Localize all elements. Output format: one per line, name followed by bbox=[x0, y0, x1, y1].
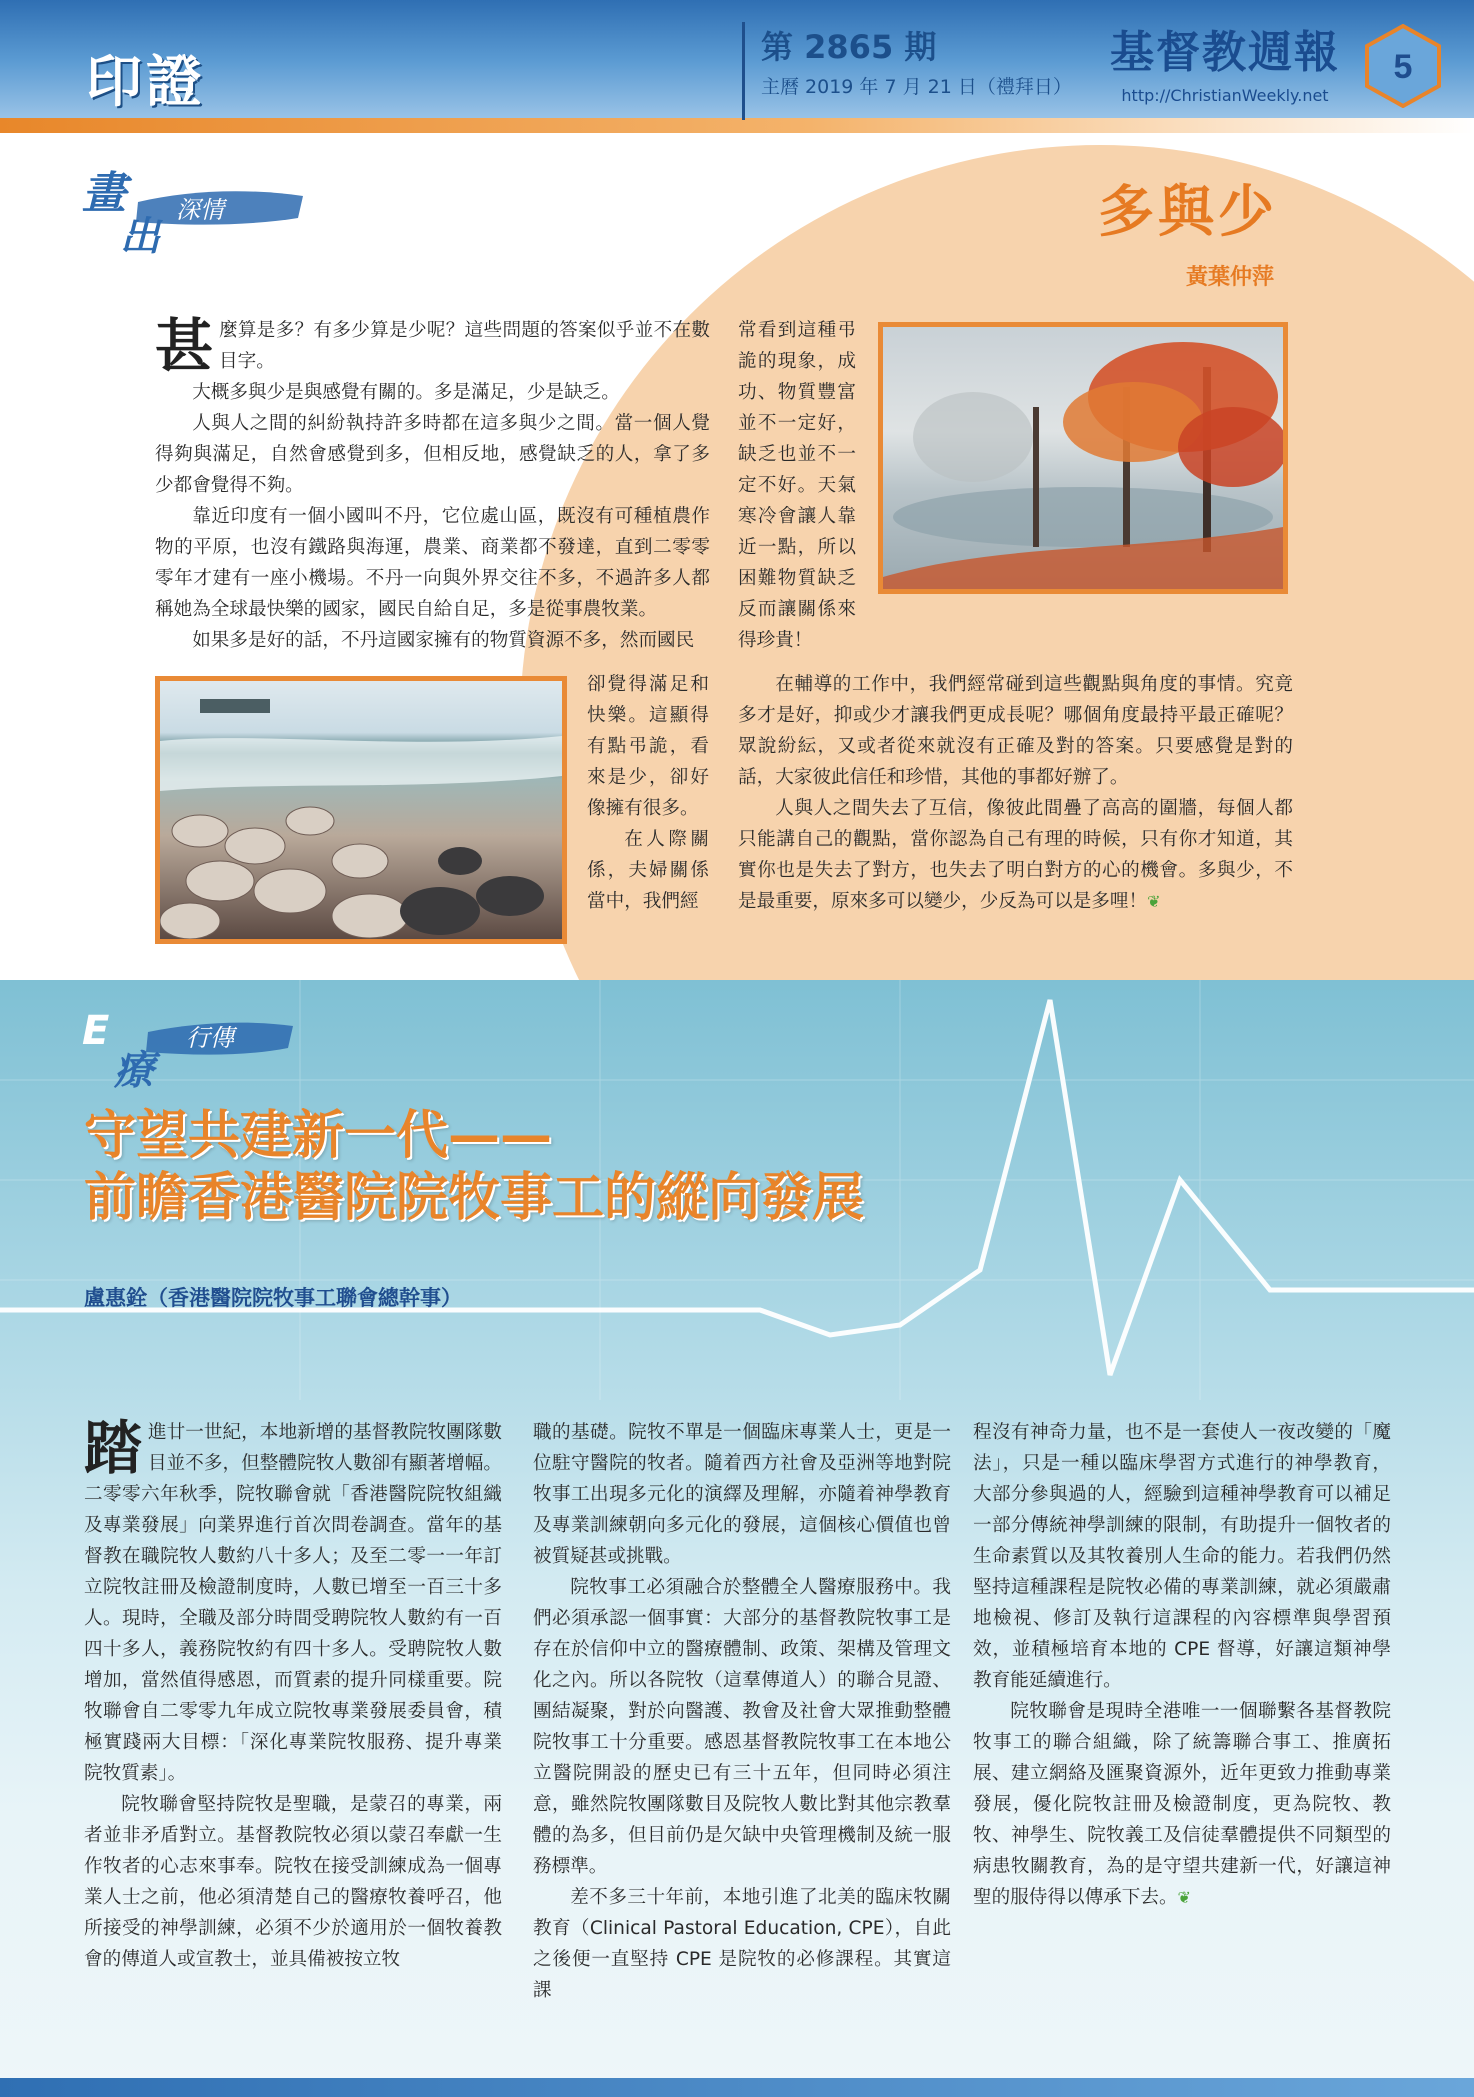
paragraph: 在人際關係，夫婦關係當中，我們經 bbox=[587, 829, 709, 912]
paragraph: 人與人之間的糾紛執持許多時都在這多與少之間。當一個人覺得夠與滿足，自然會感覺到多，但相反地，感覺缺乏的人，拿了多少都會覺得不夠。 bbox=[155, 413, 710, 496]
article2-column2 bbox=[533, 1417, 951, 2006]
dropcap: 踏 bbox=[84, 1414, 143, 1482]
painting-pebble-beach bbox=[155, 676, 567, 944]
paragraph: 職的基礎。院牧不單是一個臨床專業人士，更是一位駐守醫院的牧者。隨着西方社會及亞洲等地對院牧事工出現多元化的演繹及理解，亦隨着神學教育及專業訓練朝向多元化的發展，這個核心價值也曾被質疑甚或挑戰。 bbox=[533, 1422, 951, 1567]
issue-info bbox=[742, 22, 1121, 120]
article1-wrap-text bbox=[587, 669, 709, 917]
column-char-b: 療 bbox=[114, 1048, 154, 1090]
paragraph: 程沒有神奇力量，也不是一套使人一夜改變的「魔法」，只是一種以臨床學習方式進行的神學教育，大部分參與過的人，經驗到這種神學教育可以補足一部分傳統神學訓練的限制，有助提升一個牧者的生命素質以及其牧養別人生命的能力。若我們仍然堅持這種課程是院牧必備的專業訓練，就必須嚴肅地檢視、修訂及執行這課程的內容標準與學習預效，並積極培育本地的 CPE 督導，好讓這類神學教育能延續進行。 bbox=[973, 1422, 1391, 1691]
paragraph: 差不多三十年前，本地引進了北美的臨床牧關教育（Clinical Pastoral Education, CPE），自此之後便一直堅持 CPE 是院牧的必修課程。其實這課 bbox=[533, 1887, 951, 2001]
title-line: 前瞻香港醫院院牧事工的縱向發展 bbox=[84, 1168, 865, 1228]
paragraph: 院牧聯會是現時全港唯一一個聯繫各基督教院牧事工的聯合組織，除了統籌聯合事工、推廣拓展、建立網絡及匯聚資源外，近年更致力推動專業發展，優化院牧註冊及檢證制度，更為院牧、教牧、神學生、院牧義工及信徒羣體提供不同類型的病患牧關教育，為的是守望共建新一代，好讓這神聖的服侍得以傳承下去。 bbox=[973, 1701, 1391, 1908]
article1-title: 多與少 bbox=[1098, 180, 1278, 245]
leaf-icon: ❦ bbox=[1177, 1888, 1191, 1907]
paper-name: 基督教週報 bbox=[1110, 27, 1340, 78]
paragraph: 在輔導的工作中，我們經常碰到這些觀點與角度的事情。究竟多才是好，抑或少才讓我們更成長呢？哪個角度最持平最正確呢？眾說紛紜，又或者從來就沒有正確及對的答案。只要感覺是對的話，大家彼此信任和珍惜，其他的事都好辦了。 bbox=[738, 674, 1293, 788]
paragraph: 常看到這種弔詭的現象，成功、物質豐富並不一定好，缺乏也並不一定不好。天氣寒冷會讓人靠近一點，所以困難物質缺乏反而讓關係來得珍貴！ bbox=[738, 320, 856, 651]
paragraph: 麼算是多？有多少算是少呢？這些問題的答案似乎並不在數目字。 bbox=[219, 320, 710, 372]
paragraph: 如果多是好的話，不丹這國家擁有的物質資源不多，然而國民 bbox=[192, 630, 695, 651]
footer-bar bbox=[0, 2078, 1474, 2097]
paper-url[interactable]: http://ChristianWeekly.net bbox=[1121, 86, 1329, 105]
column-char-c: 行傳 bbox=[186, 1024, 234, 1052]
header-accent-band bbox=[0, 118, 1474, 133]
column-char-a: 畫 bbox=[82, 168, 126, 219]
paragraph: 靠近印度有一個小國叫不丹，它位處山區，既沒有可種植農作物的平原，也沒有鐵路與海運，農業、商業都不發達，直到二零零零年才建有一座小機場。不丹一向與外界交往不多，不過許多人都稱她為全球最快樂的國家，國民自給自足，多是從事農牧業。 bbox=[155, 506, 710, 620]
article2-title bbox=[84, 1105, 864, 1229]
paragraph: 院牧事工必須融合於整體全人醫療服務中。我們必須承認一個事實：大部分的基督教院牧事工是存在於信仰中立的醫療體制、政策、架構及管理文化之內。所以各院牧（這羣傳道人）的聯合見證、團結凝聚，對於向醫護、教會及社會大眾推動整體院牧事工十分重要。感恩基督教院牧事工在本地公立醫院開設的歷史已有三十五年，但同時必須注意，雖然院牧團隊數目及院牧人數比對其他宗教羣體的為多，但目前仍是欠缺中央管理機制及統一服務標準。 bbox=[533, 1577, 951, 1877]
paragraph: 進廿一世紀，本地新增的基督教院牧團隊數目並不多，但整體院牧人數卻有顯著增幅。二零零六年秋季，院牧聯會就「香港醫院院牧組織及專業發展」向業界進行首次問卷調查。當年的基督教在職院牧人數約八十多人；及至二零一一年訂立院牧註冊及檢證制度時，人數已增至一百三十多人。現時，全職及部分時間受聘院牧人數約有一百四十多人，義務院牧約有四十多人。受聘院牧人數增加，當然值得感恩，而質素的提升同樣重要。院牧聯會自二零零九年成立院牧專業發展委員會，積極實踐兩大目標：「深化專業院牧服務、提升專業院牧質素」。 bbox=[84, 1422, 502, 1784]
paragraph: 人與人之間失去了互信，像彼此間疊了高高的圍牆，每個人都只能講自己的觀點，當你認為自己有理的時候，只有你才知道，其實你也是失去了對方，也失去了明白對方的心的機會。多與少，不是最重要，原來多可以變少，少反為可以是多哩！ bbox=[738, 798, 1293, 912]
article1-author: 黃葉仲萍 bbox=[1186, 265, 1275, 290]
issue-date: 主曆 2019 年 7 月 21 日（禮拜日） bbox=[761, 76, 1072, 98]
title-line: 守望共建新一代—— bbox=[84, 1106, 553, 1166]
column-brush-logo bbox=[78, 1000, 298, 1090]
article1-column1 bbox=[155, 312, 710, 656]
paragraph: 卻覺得滿足和快樂。這顯得有點弔詭，看來是少，卻好像擁有很多。 bbox=[587, 674, 709, 819]
article2-column1 bbox=[84, 1414, 502, 1975]
article2-author: 盧惠銓（香港醫院院牧事工聯會總幹事） bbox=[84, 1286, 462, 1310]
page-number: 5 bbox=[1393, 48, 1413, 86]
column-brush-logo bbox=[78, 160, 308, 255]
section-title: 印證 bbox=[86, 50, 206, 115]
article2-column3 bbox=[973, 1417, 1391, 1913]
masthead bbox=[1110, 16, 1340, 116]
article1-narrow-text bbox=[738, 315, 856, 656]
issue-number: 第 2865 期 bbox=[761, 28, 937, 66]
article1-column2 bbox=[738, 669, 1293, 917]
column-char-c: 深情 bbox=[176, 196, 224, 224]
paragraph: 大概多與少是與感覺有關的。多是滿足，少是缺乏。 bbox=[192, 382, 620, 403]
dropcap: 甚 bbox=[155, 312, 214, 380]
column-char-b: 出 bbox=[120, 214, 160, 255]
paragraph: 院牧聯會堅持院牧是聖職，是蒙召的專業，兩者並非矛盾對立。基督教院牧必須以蒙召奉獻一生作牧者的心志來事奉。院牧在接受訓練成為一個專業人士之前，他必須清楚自己的醫療牧養呼召，他所接受的神學訓練，必須不少於適用於一個牧養教會的傳道人或宣教士，並具備被按立牧 bbox=[84, 1794, 502, 1970]
painting-autumn-tree bbox=[878, 322, 1288, 594]
column-char-a: E bbox=[82, 1008, 110, 1054]
page-number-badge bbox=[1365, 24, 1441, 108]
leaf-icon: ❦ bbox=[1147, 892, 1161, 911]
